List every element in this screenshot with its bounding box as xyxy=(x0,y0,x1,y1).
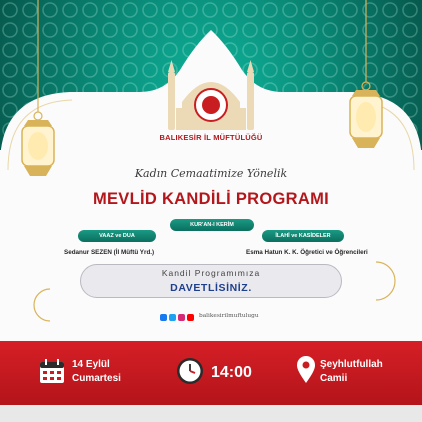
facebook-icon[interactable] xyxy=(160,314,167,321)
instagram-icon[interactable] xyxy=(178,314,185,321)
organization-name: BALIKESİR İL MÜFTÜLÜĞÜ xyxy=(159,133,263,142)
event-location-type: Camii xyxy=(320,373,348,384)
invite-line1: Kandil Programımıza xyxy=(161,268,261,278)
crescent-icon xyxy=(362,258,408,304)
event-date-day: 14 Eylül xyxy=(72,359,110,370)
invite-line2: DAVETLİSİNİZ. xyxy=(170,282,252,294)
event-time: 14:00 xyxy=(211,364,252,381)
lantern-icon xyxy=(10,0,66,190)
speaker-left: Sedanur SEZEN (İl Müftü Yrd.) xyxy=(64,249,155,256)
twitter-icon[interactable] xyxy=(169,314,176,321)
social-icons[interactable] xyxy=(160,314,194,322)
subtitle: Kadın Cemaatimize Yönelik xyxy=(134,167,288,180)
pill-vaaz: VAAZ ve DUA xyxy=(78,230,156,242)
event-date-weekday: Cumartesi xyxy=(72,373,121,384)
crescent-icon xyxy=(22,285,62,325)
emblem-logo xyxy=(194,88,228,122)
calendar-icon xyxy=(39,358,65,384)
location-pin-icon xyxy=(296,356,316,384)
bottom-strip xyxy=(0,405,422,422)
event-location-name: Şeyhlutfullah xyxy=(320,359,383,370)
program-title: MEVLİD KANDİLİ PROGRAMI xyxy=(92,190,330,208)
clock-icon xyxy=(176,357,204,385)
lantern-icon xyxy=(338,0,394,190)
pill-ilahi: İLAHİ ve KASİDELER xyxy=(262,230,344,242)
pill-kuran: KUR'AN-I KERİM xyxy=(170,219,254,231)
youtube-icon[interactable] xyxy=(187,314,194,321)
speaker-right: Esma Hatun K. K. Öğretici ve Öğrencileri xyxy=(246,249,368,256)
social-handle: balikesirilmuftulugu xyxy=(199,313,259,319)
